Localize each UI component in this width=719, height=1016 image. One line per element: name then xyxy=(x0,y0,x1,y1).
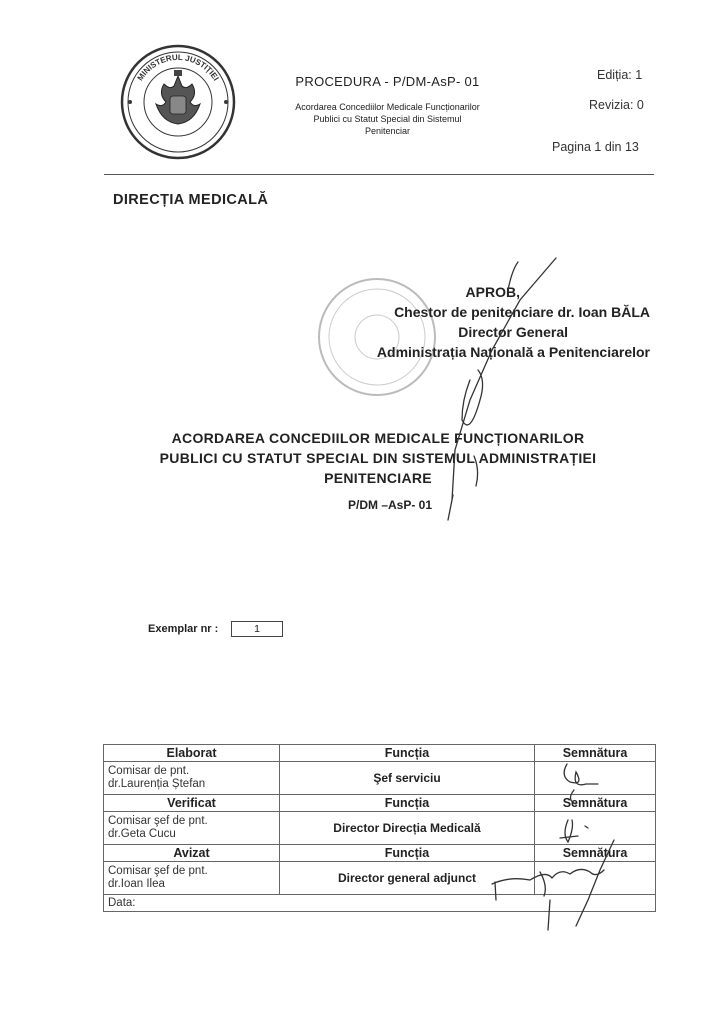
revision: Revizia: 0 xyxy=(589,98,644,112)
exemplar-label: Exemplar nr : xyxy=(148,623,219,635)
function-header: Funcția xyxy=(280,745,535,762)
procedure-desc-line: Publici cu Statut Special din Sistemul xyxy=(313,114,462,124)
signatory-function: Director general adjunct xyxy=(280,862,535,895)
name-line: Comisar de pnt. xyxy=(108,765,190,777)
date-field: Data: xyxy=(104,895,656,912)
role-header: Avizat xyxy=(104,845,280,862)
signature-header: Semnătura xyxy=(535,795,656,812)
signature-header: Semnătura xyxy=(535,845,656,862)
name-line: dr.Laurenția Ștefan xyxy=(108,778,206,790)
page-number: Pagina 1 din 13 xyxy=(552,140,639,154)
department-heading: DIRECȚIA MEDICALĂ xyxy=(113,192,269,208)
signatory-function: Director Direcția Medicală xyxy=(280,812,535,845)
title-line: PENITENCIARE xyxy=(324,470,432,486)
title-line: PUBLICI CU STATUT SPECIAL DIN SISTEMUL ADMINISTRAȚIEI xyxy=(159,450,597,466)
role-header: Verificat xyxy=(104,795,280,812)
approval-label: APROB, xyxy=(465,284,520,300)
document-code: P/DM –AsP- 01 xyxy=(347,498,433,512)
seal-text: MINISTERUL JUSTIȚIEI xyxy=(135,52,221,83)
function-header: Funcția xyxy=(280,795,535,812)
procedure-desc-line: Penitenciar xyxy=(364,126,411,136)
role-header: Elaborat xyxy=(104,745,280,762)
procedure-code: PROCEDURA - P/DM-AsP- 01 xyxy=(295,74,480,89)
function-header: Funcția xyxy=(280,845,535,862)
exemplar-number-box: 1 xyxy=(231,621,283,637)
avizat-signature xyxy=(492,840,614,930)
signatory-function: Şef serviciu xyxy=(280,762,535,795)
director-signature xyxy=(448,258,556,520)
approver-name: Chestor de penitenciare dr. Ioan BĂLA xyxy=(394,304,650,320)
elaborat-signature xyxy=(564,764,598,804)
verificat-signature xyxy=(560,820,588,842)
procedure-desc-line: Acordarea Concediilor Medicale Funcționarilor xyxy=(295,102,480,112)
approver-title: Director General xyxy=(458,324,568,340)
title-line: ACORDAREA CONCEDIILOR MEDICALE FUNCȚIONARILOR xyxy=(171,430,585,446)
name-line: dr.Geta Cucu xyxy=(108,828,176,840)
approver-institution: Administrația Națională a Penitenciarelor xyxy=(376,344,650,360)
name-line: Comisar şef de pnt. xyxy=(108,865,208,877)
name-line: dr.Ioan Ilea xyxy=(108,878,165,890)
signature-header: Semnătura xyxy=(535,745,656,762)
name-line: Comisar şef de pnt. xyxy=(108,815,208,827)
edition: Ediția: 1 xyxy=(597,68,643,82)
